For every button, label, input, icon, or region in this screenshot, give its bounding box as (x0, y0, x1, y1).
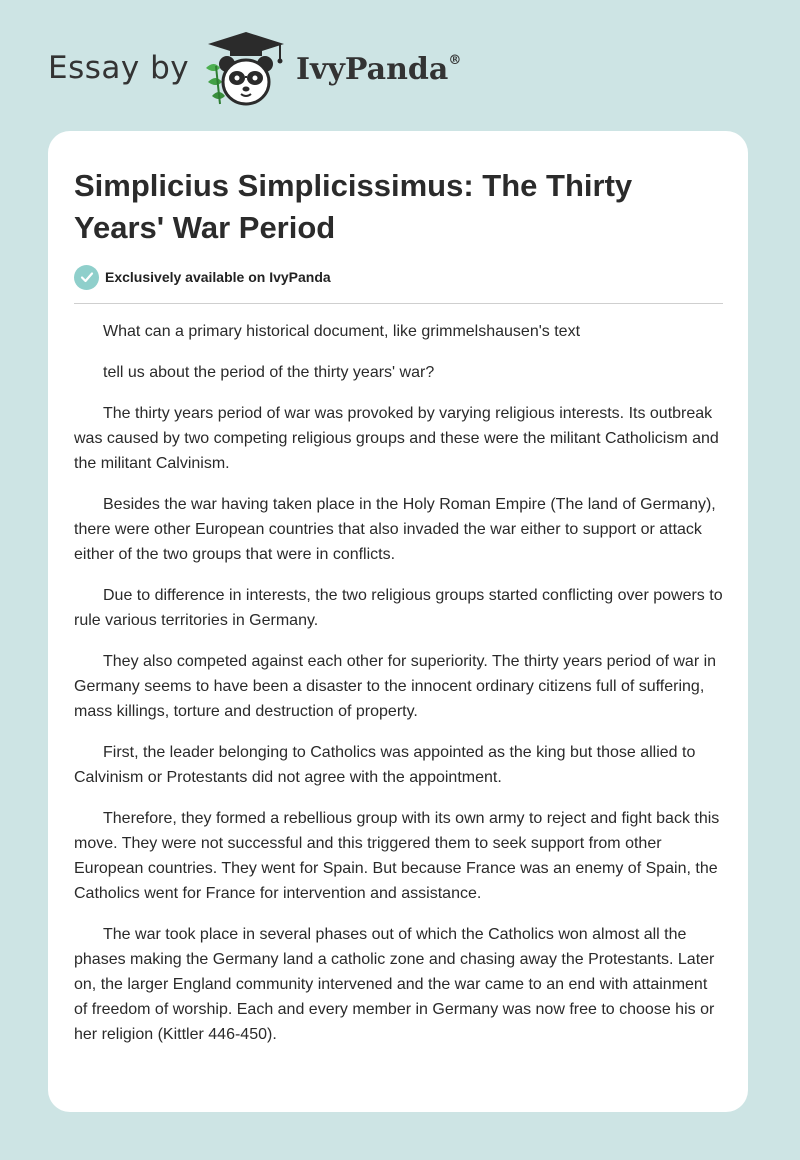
essay-body (74, 319, 724, 1063)
checkmark-icon (74, 265, 99, 290)
exclusive-badge (74, 264, 331, 290)
paragraph: Therefore, they formed a rebellious group with its own army to reject and fight back this move. They were not successful and this triggered them to seek support from other European countries. They went for Spain. But because France was an enemy of Spain, the Catholics went for France for intervention and assistance. (74, 810, 720, 902)
paragraph: The war took place in several phases out of which the Catholics won almost all the phases making the Germany land a catholic zone and chasing away the Protestants. Later on, the larger England community intervened and the war came to an end with attainment of freedom of worship. Each and every member in Germany was now free to choose his or her religion (Kittler 446-450). (74, 926, 715, 1043)
paragraph: What can a primary historical document, like grimmelshausen's text (103, 323, 581, 340)
exclusive-badge-label: Exclusively available on IvyPanda (105, 269, 331, 285)
essay-by-label: Essay by (48, 50, 190, 86)
divider (74, 303, 723, 304)
panda-graduate-icon[interactable] (200, 30, 292, 110)
brand-label: IvyPanda (296, 52, 449, 87)
paragraph: First, the leader belonging to Catholics was appointed as the king but those allied to Calvinism or Protestants did not agree with the appointment. (74, 744, 696, 786)
page-title: Simplicius Simplicissimus: The Thirty Years' War Period (74, 168, 633, 245)
essay-card (48, 131, 748, 1112)
site-header (0, 0, 800, 120)
registered-mark: ® (448, 53, 462, 68)
paragraph: tell us about the period of the thirty years' war? (103, 364, 435, 381)
brand-name[interactable] (296, 52, 461, 87)
paragraph: Due to difference in interests, the two religious groups started conflicting over powers to rule various territories in Germany. (74, 587, 723, 629)
paragraph: The thirty years period of war was provoked by varying religious interests. Its outbreak was caused by two competing religious groups and these were the militant Catholicism and the militant Calvinism. (74, 405, 719, 472)
paragraph: They also competed against each other for superiority. The thirty years period of war in Germany seems to have been a disaster to the innocent ordinary citizens full of suffering, mass killings, torture and destruction of property. (74, 653, 717, 720)
paragraph: Besides the war having taken place in the Holy Roman Empire (The land of Germany), there were other European countries that also invaded the war either to support or attack either of the two groups that were in conflicts. (74, 496, 716, 563)
